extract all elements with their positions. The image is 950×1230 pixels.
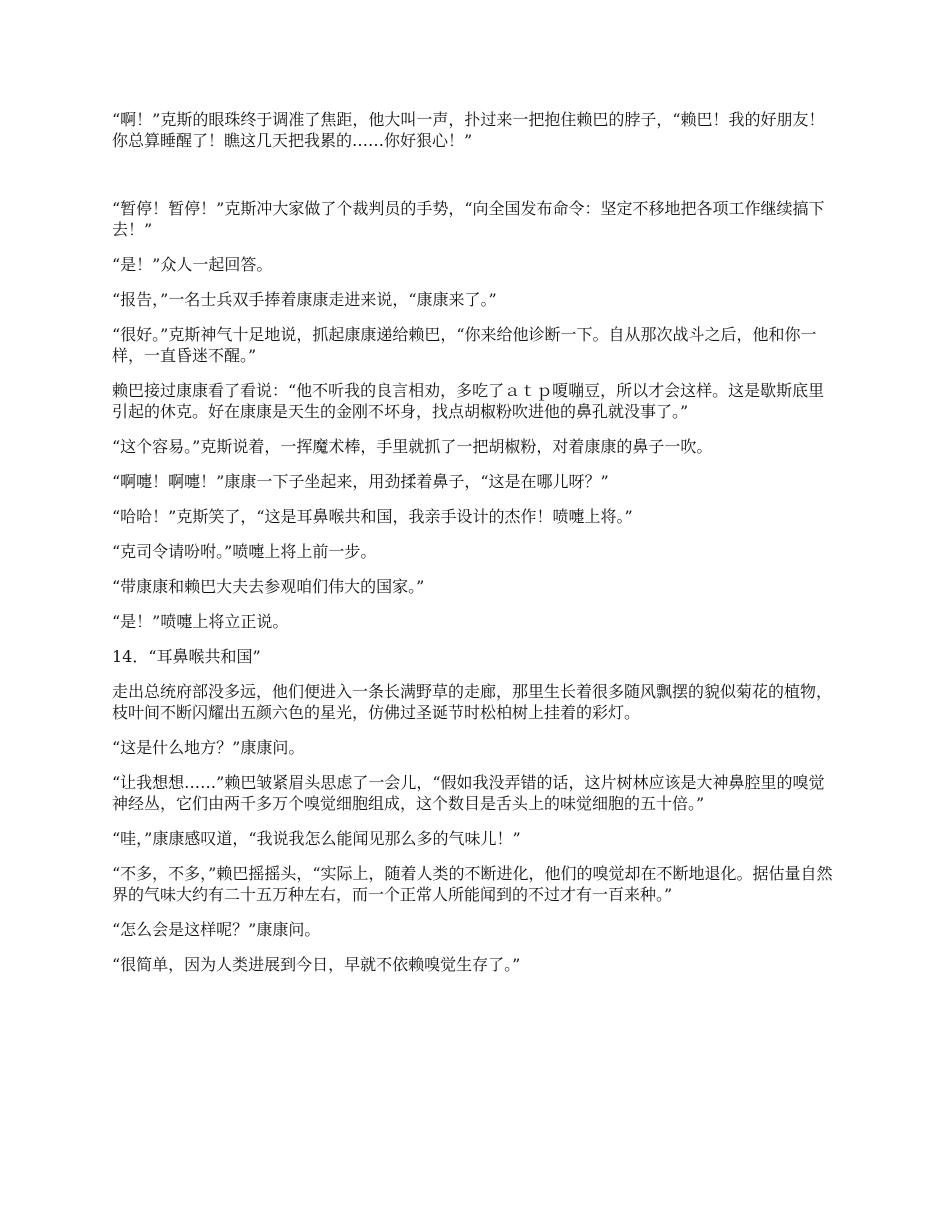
paragraph: “不多，不多，”赖巴摇摇头，“实际上，随着人类的不断进化，他们的嗅觉却在不断地退化。据估量自然界的气味大约有二十五万种左右，而一个正常人所能闻到的不过才有一百来种。” (112, 864, 833, 904)
paragraph: “哇，”康康感叹道，“我说我怎么能闻见那么多的气味儿！” (112, 829, 521, 848)
paragraph: “克司令请吩咐。”喷嚏上将上前一步。 (112, 542, 377, 561)
paragraph: “啊嚏！啊嚏！”康康一下子坐起来，用劲揉着鼻子，“这是在哪儿呀？” (112, 472, 609, 491)
paragraph: “报告，”一名士兵双手捧着康康走进来说，“康康来了。” (112, 290, 497, 309)
section-heading: 14．“耳鼻喉共和国” (112, 647, 261, 666)
paragraph: “这是什么地方？”康康问。 (112, 738, 305, 757)
paragraph: “怎么会是这样呢？”康康问。 (112, 920, 321, 939)
paragraph: “是！”众人一起回答。 (112, 255, 273, 274)
paragraph: “哈哈！”克斯笑了，“这是耳鼻喉共和国，我亲手设计的杰作！喷嚏上将。” (112, 507, 633, 526)
paragraph: “啊！”克斯的眼珠终于调准了焦距，他大叫一声，扑过来一把抱住赖巴的脖子，“赖巴！我的好朋友！你总算睡醒了！瞧这几天把我累的……你好狠心！” (112, 110, 825, 150)
paragraph: 赖巴接过康康看了看说：“他不听我的良言相劝，多吃了ａｔｐ嗄嘣豆，所以才会这样。这是歇斯底里引起的休克。好在康康是天生的金刚不坏身，找点胡椒粉吹进他的鼻孔就没事了。” (112, 381, 825, 421)
paragraph: “很简单，因为人类进展到今日，早就不依赖嗅觉生存了。” (112, 955, 521, 974)
paragraph: “暂停！暂停！”克斯冲大家做了个裁判员的手势，“向全国发布命令：坚定不移地把各项工作继续搞下去！” (112, 199, 825, 239)
document-body (112, 109, 840, 989)
paragraph: “让我想想……”赖巴皱紧眉头思虑了一会儿，“假如我没弄错的话，这片树林应该是大神鼻腔里的嗅觉神经丛，它们由两千多万个嗅觉细胞组成，这个数目是舌头上的味觉细胞的五十倍。” (112, 773, 825, 813)
paragraph: “是！”喷嚏上将立正说。 (112, 612, 289, 631)
paragraph: 走出总统府部没多远，他们便进入一条长满野草的走廊，那里生长着很多随风飘摆的貌似菊花的植物，枝叶间不断闪耀出五颜六色的星光，仿佛过圣诞节时松柏树上挂着的彩灯。 (112, 682, 833, 722)
paragraph: “这个容易。”克斯说着，一挥魔术棒，手里就抓了一把胡椒粉，对着康康的鼻子一吹。 (112, 437, 713, 456)
paragraph: “很好。”克斯神气十足地说，抓起康康递给赖巴，“你来给他诊断一下。自从那次战斗之后，他和你一样，一直昏迷不醒。” (112, 325, 817, 365)
paragraph: “带康康和赖巴大夫去参观咱们伟大的国家。” (112, 577, 425, 596)
